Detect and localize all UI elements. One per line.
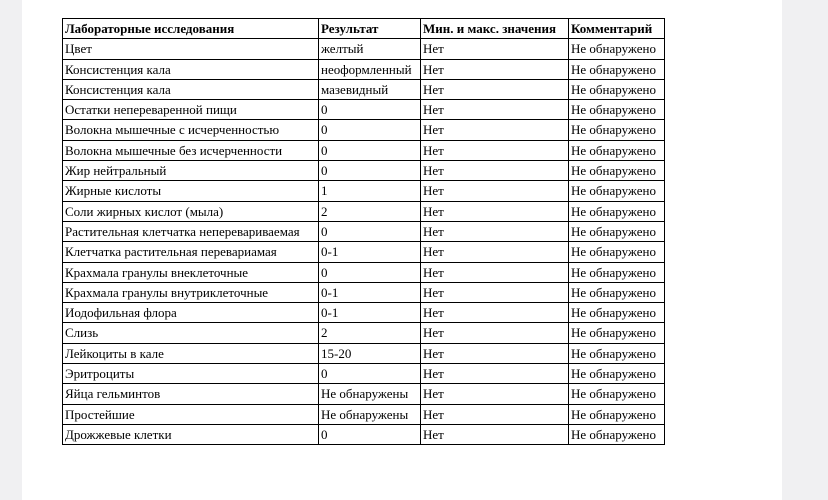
- cell-min-max: Нет: [421, 120, 569, 140]
- cell-comment: Не обнаружено: [569, 221, 665, 241]
- cell-comment: Не обнаружено: [569, 39, 665, 59]
- cell-comment: Не обнаружено: [569, 262, 665, 282]
- cell-min-max: Нет: [421, 100, 569, 120]
- table-row: [63, 100, 665, 120]
- cell-result: 0-1: [319, 303, 421, 323]
- table-row: [63, 282, 665, 302]
- cell-min-max: Нет: [421, 343, 569, 363]
- cell-test-name: Волокна мышечные без исчерченности: [63, 140, 319, 160]
- cell-test-name: Остатки непереваренной пищи: [63, 100, 319, 120]
- cell-comment: Не обнаружено: [569, 303, 665, 323]
- cell-test-name: Консистенция кала: [63, 79, 319, 99]
- cell-comment: Не обнаружено: [569, 424, 665, 444]
- cell-result: 2: [319, 323, 421, 343]
- table-row: [63, 39, 665, 59]
- cell-comment: Не обнаружено: [569, 201, 665, 221]
- cell-min-max: Нет: [421, 282, 569, 302]
- cell-result: 15-20: [319, 343, 421, 363]
- cell-comment: Не обнаружено: [569, 343, 665, 363]
- cell-test-name: Клетчатка растительная перевариамая: [63, 242, 319, 262]
- cell-test-name: Консистенция кала: [63, 59, 319, 79]
- cell-result: 0: [319, 140, 421, 160]
- cell-test-name: Соли жирных кислот (мыла): [63, 201, 319, 221]
- cell-test-name: Яйца гельминтов: [63, 384, 319, 404]
- cell-comment: Не обнаружено: [569, 323, 665, 343]
- cell-comment: Не обнаружено: [569, 120, 665, 140]
- cell-test-name: Лейкоциты в кале: [63, 343, 319, 363]
- cell-min-max: Нет: [421, 424, 569, 444]
- cell-min-max: Нет: [421, 323, 569, 343]
- table-row: [63, 323, 665, 343]
- cell-test-name: Слизь: [63, 323, 319, 343]
- cell-min-max: Нет: [421, 181, 569, 201]
- cell-result: 0: [319, 424, 421, 444]
- cell-min-max: Нет: [421, 221, 569, 241]
- cell-comment: Не обнаружено: [569, 161, 665, 181]
- table-body: [63, 39, 665, 445]
- table-row: [63, 384, 665, 404]
- table-row: [63, 262, 665, 282]
- cell-result: 0: [319, 161, 421, 181]
- document-page: [22, 0, 782, 500]
- cell-result: неоформленный: [319, 59, 421, 79]
- cell-result: 2: [319, 201, 421, 221]
- cell-comment: Не обнаружено: [569, 79, 665, 99]
- table-row: [63, 201, 665, 221]
- table-row: [63, 161, 665, 181]
- cell-result: Не обнаружены: [319, 384, 421, 404]
- cell-comment: Не обнаружено: [569, 242, 665, 262]
- cell-test-name: Простейшие: [63, 404, 319, 424]
- cell-comment: Не обнаружено: [569, 59, 665, 79]
- cell-result: мазевидный: [319, 79, 421, 99]
- table-row: [63, 221, 665, 241]
- header-min-max: Мин. и макс. значения: [421, 19, 569, 39]
- cell-result: Не обнаружены: [319, 404, 421, 424]
- header-comment: Комментарий: [569, 19, 665, 39]
- cell-test-name: Эритроциты: [63, 364, 319, 384]
- cell-test-name: Волокна мышечные с исчерченностью: [63, 120, 319, 140]
- cell-min-max: Нет: [421, 140, 569, 160]
- cell-min-max: Нет: [421, 79, 569, 99]
- cell-comment: Не обнаружено: [569, 384, 665, 404]
- cell-min-max: Нет: [421, 404, 569, 424]
- cell-result: 0-1: [319, 282, 421, 302]
- cell-test-name: Жир нейтральный: [63, 161, 319, 181]
- cell-test-name: Жирные кислоты: [63, 181, 319, 201]
- cell-result: 0: [319, 100, 421, 120]
- cell-min-max: Нет: [421, 384, 569, 404]
- cell-test-name: Крахмала гранулы внеклеточные: [63, 262, 319, 282]
- cell-min-max: Нет: [421, 39, 569, 59]
- cell-min-max: Нет: [421, 59, 569, 79]
- cell-comment: Не обнаружено: [569, 282, 665, 302]
- cell-comment: Не обнаружено: [569, 364, 665, 384]
- cell-comment: Не обнаружено: [569, 100, 665, 120]
- cell-comment: Не обнаружено: [569, 181, 665, 201]
- cell-min-max: Нет: [421, 364, 569, 384]
- table-row: [63, 303, 665, 323]
- cell-min-max: Нет: [421, 201, 569, 221]
- cell-test-name: Крахмала гранулы внутриклеточные: [63, 282, 319, 302]
- cell-test-name: Цвет: [63, 39, 319, 59]
- cell-comment: Не обнаружено: [569, 140, 665, 160]
- table-row: [63, 424, 665, 444]
- cell-min-max: Нет: [421, 303, 569, 323]
- cell-result: 1: [319, 181, 421, 201]
- table-row: [63, 404, 665, 424]
- table-row: [63, 181, 665, 201]
- cell-min-max: Нет: [421, 242, 569, 262]
- header-test-name: Лабораторные исследования: [63, 19, 319, 39]
- cell-test-name: Растительная клетчатка неперевариваемая: [63, 221, 319, 241]
- table-row: [63, 120, 665, 140]
- table-row: [63, 140, 665, 160]
- table-row: [63, 79, 665, 99]
- table-row: [63, 242, 665, 262]
- cell-comment: Не обнаружено: [569, 404, 665, 424]
- cell-min-max: Нет: [421, 161, 569, 181]
- cell-result: желтый: [319, 39, 421, 59]
- table-row: [63, 59, 665, 79]
- cell-result: 0-1: [319, 242, 421, 262]
- lab-results-table: [62, 18, 665, 445]
- table-row: [63, 364, 665, 384]
- header-result: Результат: [319, 19, 421, 39]
- cell-result: 0: [319, 120, 421, 140]
- table-row: [63, 343, 665, 363]
- cell-result: 0: [319, 262, 421, 282]
- cell-result: 0: [319, 221, 421, 241]
- cell-test-name: Иодофильная флора: [63, 303, 319, 323]
- cell-result: 0: [319, 364, 421, 384]
- cell-min-max: Нет: [421, 262, 569, 282]
- cell-test-name: Дрожжевые клетки: [63, 424, 319, 444]
- table-header-row: [63, 19, 665, 39]
